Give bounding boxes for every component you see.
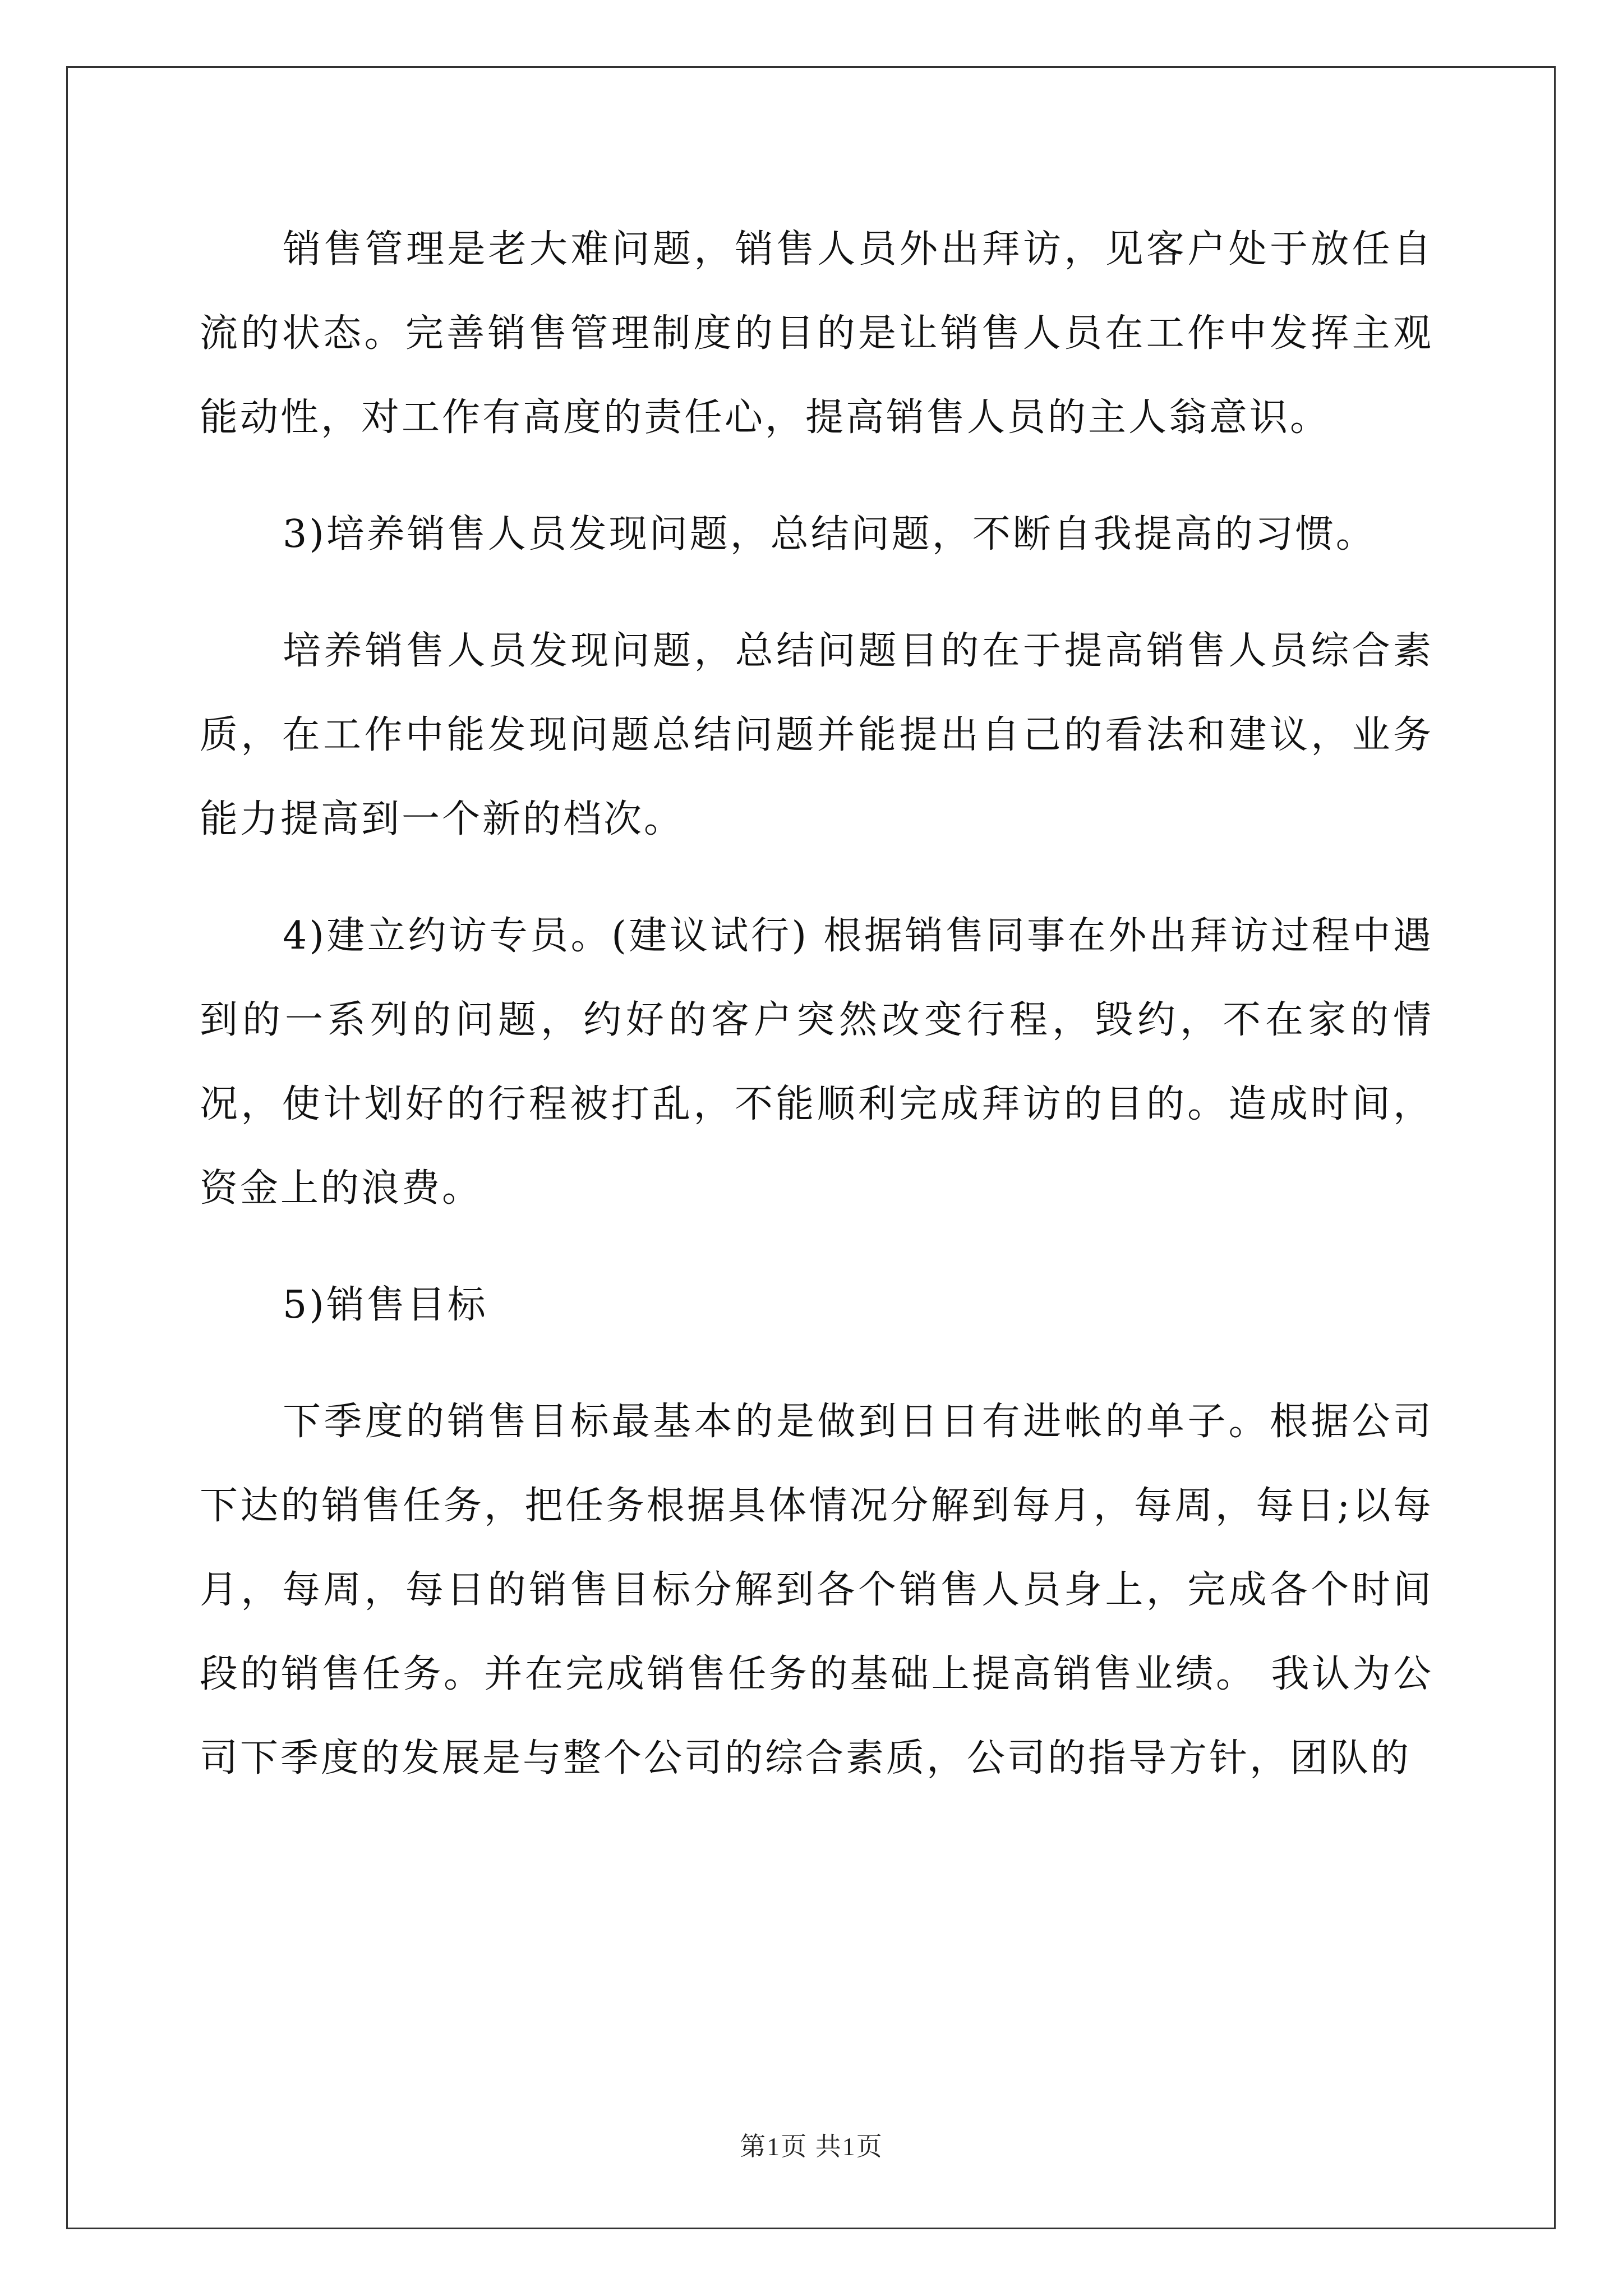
paragraph-2: 3)培养销售人员发现问题，总结问题，不断自我提高的习惯。: [283, 512, 1376, 556]
paragraph-3: 培养销售人员发现问题，总结问题目的在于提高销售人员综合素质，在工作中能发现问题总结问题并能提出自己的看法和建议，业务能力提高到一个新的档次。: [200, 629, 1433, 841]
paragraph-4: 4)建立约访专员。(建议试行) 根据销售同事在外出拜访过程中遇到的一系列的问题，约好的客户突然改变行程，毁约，不在家的情况，使计划好的行程被打乱，不能顺利完成拜访的目的。造成时间，资金上的浪费。: [200, 914, 1433, 1211]
paragraph-5: 5)销售目标: [283, 1283, 488, 1327]
document-body: [200, 208, 1433, 1833]
paragraph-6: 下季度的销售目标最基本的是做到日日有进帐的单子。根据公司下达的销售任务，把任务根据具体情况分解到每月，每周，每日;以每月，每周，每日的销售目标分解到各个销售人员身上，完成各个时间段的销售任务。并在完成销售任务的基础上提高销售业绩。 我认为公司下季度的发展是与整个公司的综合素质，公司的指导方针，团队的: [200, 1400, 1433, 1780]
paragraph-1: 销售管理是老大难问题，销售人员外出拜访，见客户处于放任自流的状态。完善销售管理制度的目的是让销售人员在工作中发挥主观能动性，对工作有高度的责任心，提高销售人员的主人翁意识。: [200, 227, 1433, 440]
page-number-footer: 第1页 共1页: [740, 2132, 883, 2161]
